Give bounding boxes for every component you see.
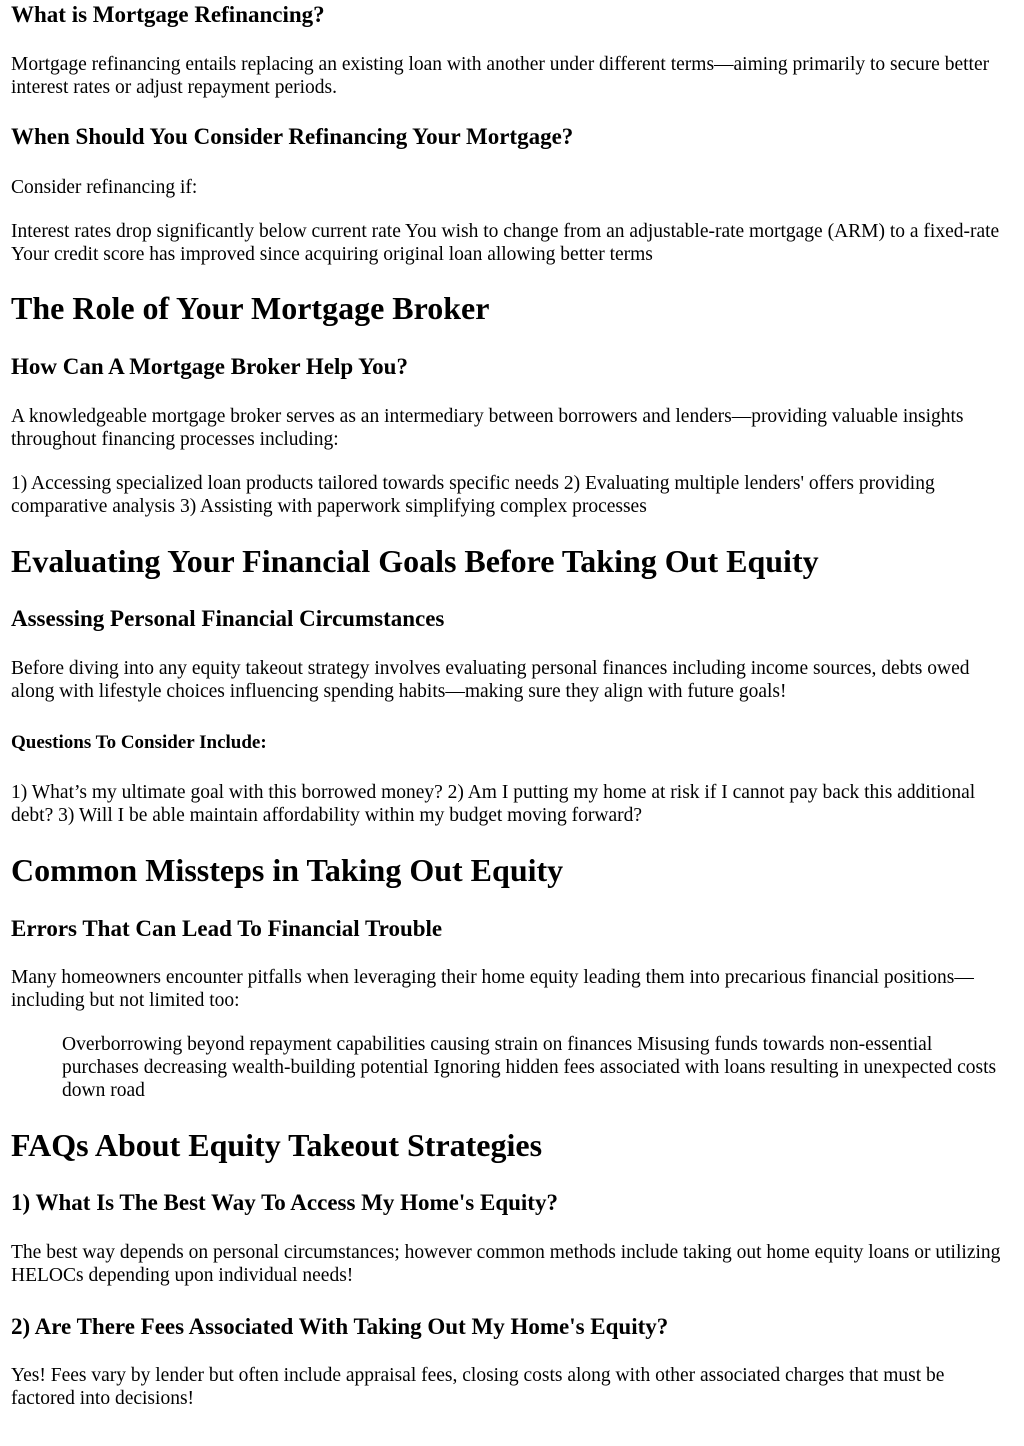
faq-answer-2: Yes! Fees vary by lender but often include appraisal fees, closing costs along with other associated charges that must be factored into decisions! xyxy=(11,1365,945,1409)
heading-personal-circumstances: Assessing Personal Financial Circumstances xyxy=(11,606,445,631)
heading-errors: Errors That Can Lead To Financial Trouble xyxy=(11,916,443,941)
faq-question-2: 2) Are There Fees Associated With Taking Out My Home's Equity? xyxy=(11,1314,669,1339)
paragraph-personal-finances: Before diving into any equity takeout strategy involves evaluating personal finances including income sources, debts owed along with lifestyle choices influencing spending habits—making sure they align with future goals! xyxy=(11,658,970,702)
title-common-missteps: Common Missteps in Taking Out Equity xyxy=(11,852,564,888)
title-faqs: FAQs About Equity Takeout Strategies xyxy=(11,1127,543,1163)
heading-what-is-refinancing: What is Mortgage Refinancing? xyxy=(11,2,325,27)
title-mortgage-broker: The Role of Your Mortgage Broker xyxy=(11,290,490,326)
paragraph-broker-services: 1) Accessing specialized loan products tailored towards specific needs 2) Evaluating multiple lenders' offers providing comparative analysis 3) Assisting with paperwork simplifying complex processes xyxy=(11,473,935,517)
faq-answer-1: The best way depends on personal circumstances; however common methods include taking out home equity loans or utilizing HELOCs depending upon individual needs! xyxy=(11,1242,1001,1286)
heading-broker-help: How Can A Mortgage Broker Help You? xyxy=(11,354,408,379)
heading-when-to-refinance: When Should You Consider Refinancing Your Mortgage? xyxy=(11,124,574,149)
paragraph-broker-role: A knowledgeable mortgage broker serves as an intermediary between borrowers and lenders—providing valuable insights throughout financing processes including: xyxy=(11,406,964,450)
title-financial-goals: Evaluating Your Financial Goals Before Taking Out Equity xyxy=(11,543,819,579)
paragraph-pitfalls: Many homeowners encounter pitfalls when leveraging their home equity leading them into precarious financial positions—including but not limited too: xyxy=(11,967,974,1011)
subheading-questions: Questions To Consider Include: xyxy=(11,732,267,753)
faq-question-1: 1) What Is The Best Way To Access My Home's Equity? xyxy=(11,1190,558,1215)
paragraph-refinancing-definition: Mortgage refinancing entails replacing an existing loan with another under different terms—aiming primarily to secure better interest rates or adjust repayment periods. xyxy=(11,54,990,98)
blockquote-pitfall-list: Overborrowing beyond repayment capabilities causing strain on finances Misusing funds towards non-essential purchases decreasing wealth-building potential Ignoring hidden fees associated with loans resulting in unexpected costs down road xyxy=(62,1034,997,1101)
paragraph-questions: 1) What’s my ultimate goal with this borrowed money? 2) Am I putting my home at risk if I cannot pay back this additional debt? 3) Will I be able maintain affordability within my budget moving forward? xyxy=(11,782,976,826)
paragraph-refinance-reasons: Interest rates drop significantly below current rate You wish to change from an adjustable-rate mortgage (ARM) to a fixed-rate Your credit score has improved since acquiring original loan allowing better terms xyxy=(11,221,1000,265)
paragraph-refinance-intro: Consider refinancing if: xyxy=(11,177,198,198)
